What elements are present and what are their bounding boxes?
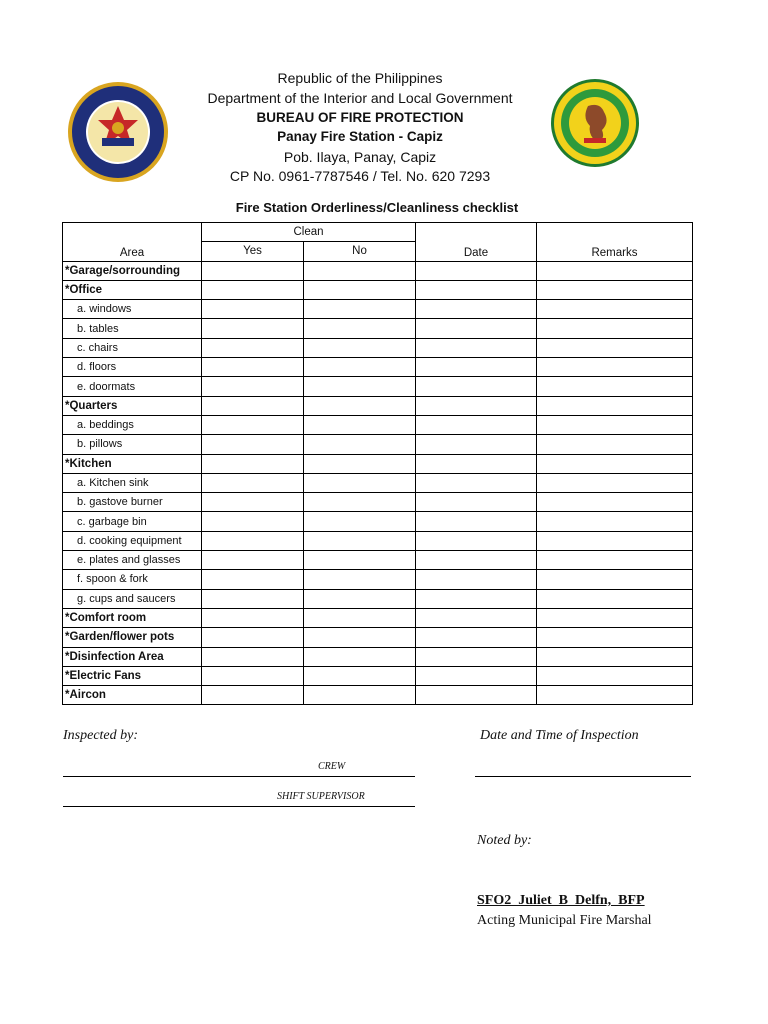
no-cell[interactable] xyxy=(304,377,416,396)
table-row xyxy=(63,666,693,685)
remarks-cell[interactable] xyxy=(537,628,693,647)
area-cell: d. cooking equipment xyxy=(63,531,202,550)
yes-cell[interactable] xyxy=(202,319,304,338)
table-row xyxy=(63,473,693,492)
yes-cell[interactable] xyxy=(202,261,304,280)
officer-name: SFO2 Juliet B Delfn, BFP xyxy=(477,893,645,908)
no-cell[interactable] xyxy=(304,666,416,685)
yes-cell[interactable] xyxy=(202,608,304,627)
yes-header: Yes xyxy=(202,242,304,261)
date-cell[interactable] xyxy=(416,473,537,492)
no-cell[interactable] xyxy=(304,261,416,280)
clean-header: Clean xyxy=(202,223,416,242)
department-line: Department of the Interior and Local Government xyxy=(207,90,513,106)
remarks-cell[interactable] xyxy=(537,338,693,357)
table-row xyxy=(63,512,693,531)
area-cell: e. plates and glasses xyxy=(63,551,202,570)
yes-cell[interactable] xyxy=(202,570,304,589)
yes-cell[interactable] xyxy=(202,666,304,685)
yes-cell[interactable] xyxy=(202,435,304,454)
no-cell[interactable] xyxy=(304,358,416,377)
date-cell[interactable] xyxy=(416,493,537,512)
remarks-cell[interactable] xyxy=(537,647,693,666)
contact-line: CP No. 0961-7787546 / Tel. No. 620 7293 xyxy=(229,168,491,184)
date-cell[interactable] xyxy=(416,415,537,434)
date-cell[interactable] xyxy=(416,666,537,685)
no-cell[interactable] xyxy=(304,551,416,570)
remarks-cell[interactable] xyxy=(537,493,693,512)
remarks-cell[interactable] xyxy=(537,377,693,396)
area-cell: *Garden/flower pots xyxy=(63,628,202,647)
remarks-cell[interactable] xyxy=(537,666,693,685)
date-time-label: Date and Time of Inspection xyxy=(480,728,639,743)
yes-cell[interactable] xyxy=(202,686,304,705)
no-cell[interactable] xyxy=(304,454,416,473)
area-cell: *Comfort room xyxy=(63,608,202,627)
table-row xyxy=(63,608,693,627)
date-cell[interactable] xyxy=(416,608,537,627)
yes-cell[interactable] xyxy=(202,512,304,531)
yes-cell[interactable] xyxy=(202,396,304,415)
date-cell[interactable] xyxy=(416,454,537,473)
remarks-cell[interactable] xyxy=(537,686,693,705)
remarks-cell[interactable] xyxy=(537,551,693,570)
yes-cell[interactable] xyxy=(202,338,304,357)
address-line: Pob. Ilaya, Panay, Capiz xyxy=(283,149,437,165)
no-header: No xyxy=(304,242,416,261)
date-cell[interactable] xyxy=(416,377,537,396)
date-cell[interactable] xyxy=(416,628,537,647)
date-cell[interactable] xyxy=(416,512,537,531)
no-cell[interactable] xyxy=(304,319,416,338)
no-cell[interactable] xyxy=(304,338,416,357)
remarks-cell[interactable] xyxy=(537,531,693,550)
no-cell[interactable] xyxy=(304,570,416,589)
remarks-cell[interactable] xyxy=(537,358,693,377)
republic-line: Republic of the Philippines xyxy=(277,70,443,86)
date-cell[interactable] xyxy=(416,531,537,550)
remarks-cell[interactable] xyxy=(537,435,693,454)
table-row xyxy=(63,551,693,570)
supervisor-signature-line xyxy=(63,806,415,807)
table-row xyxy=(63,493,693,512)
date-cell[interactable] xyxy=(416,551,537,570)
remarks-cell[interactable] xyxy=(537,473,693,492)
yes-cell[interactable] xyxy=(202,589,304,608)
area-cell: *Disinfection Area xyxy=(63,647,202,666)
no-cell[interactable] xyxy=(304,589,416,608)
date-cell[interactable] xyxy=(416,319,537,338)
table-row xyxy=(63,628,693,647)
table-row xyxy=(63,415,693,434)
no-cell[interactable] xyxy=(304,300,416,319)
yes-cell[interactable] xyxy=(202,493,304,512)
area-cell: b. pillows xyxy=(63,435,202,454)
checklist-title: Fire Station Orderliness/Cleanliness checklist xyxy=(235,200,519,215)
no-cell[interactable] xyxy=(304,647,416,666)
table-row xyxy=(63,377,693,396)
yes-cell[interactable] xyxy=(202,531,304,550)
yes-cell[interactable] xyxy=(202,377,304,396)
date-cell[interactable] xyxy=(416,589,537,608)
area-cell: d. floors xyxy=(63,358,202,377)
crew-signature-line xyxy=(63,776,415,777)
station-line: Panay Fire Station - Capiz xyxy=(277,129,443,144)
remarks-cell[interactable] xyxy=(537,300,693,319)
table-row xyxy=(63,280,693,299)
table-row xyxy=(63,570,693,589)
area-cell: *Aircon xyxy=(63,686,202,705)
date-header: Date xyxy=(416,223,537,262)
area-cell: a. Kitchen sink xyxy=(63,473,202,492)
shift-supervisor-label: SHIFT SUPERVISOR xyxy=(277,791,365,802)
date-cell[interactable] xyxy=(416,300,537,319)
date-cell[interactable] xyxy=(416,261,537,280)
remarks-cell[interactable] xyxy=(537,396,693,415)
remarks-cell[interactable] xyxy=(537,512,693,531)
inspected-by-label: Inspected by: xyxy=(63,728,139,743)
no-cell[interactable] xyxy=(304,628,416,647)
crew-label: CREW xyxy=(318,761,346,772)
date-time-line xyxy=(475,776,691,777)
no-cell[interactable] xyxy=(304,531,416,550)
area-cell: *Electric Fans xyxy=(63,666,202,685)
table-row xyxy=(63,531,693,550)
remarks-cell[interactable] xyxy=(537,570,693,589)
no-cell[interactable] xyxy=(304,686,416,705)
remarks-cell[interactable] xyxy=(537,608,693,627)
table-row xyxy=(63,261,693,280)
no-cell[interactable] xyxy=(304,473,416,492)
yes-cell[interactable] xyxy=(202,551,304,570)
remarks-header: Remarks xyxy=(537,223,693,262)
yes-cell[interactable] xyxy=(202,415,304,434)
bureau-line: BUREAU OF FIRE PROTECTION xyxy=(256,110,464,125)
area-header: Area xyxy=(63,223,202,262)
area-cell: g. cups and saucers xyxy=(63,589,202,608)
table-row xyxy=(63,454,693,473)
remarks-cell[interactable] xyxy=(537,280,693,299)
table-row xyxy=(63,686,693,705)
area-cell: b. tables xyxy=(63,319,202,338)
yes-cell[interactable] xyxy=(202,300,304,319)
table-row xyxy=(63,319,693,338)
yes-cell[interactable] xyxy=(202,647,304,666)
table-row xyxy=(63,435,693,454)
date-cell[interactable] xyxy=(416,280,537,299)
remarks-cell[interactable] xyxy=(537,454,693,473)
remarks-cell[interactable] xyxy=(537,319,693,338)
area-cell: f. spoon & fork xyxy=(63,570,202,589)
yes-cell[interactable] xyxy=(202,280,304,299)
yes-cell[interactable] xyxy=(202,454,304,473)
table-row xyxy=(63,396,693,415)
date-cell[interactable] xyxy=(416,396,537,415)
area-cell: *Quarters xyxy=(63,396,202,415)
remarks-cell[interactable] xyxy=(537,261,693,280)
no-cell[interactable] xyxy=(304,280,416,299)
area-cell: c. chairs xyxy=(63,338,202,357)
no-cell[interactable] xyxy=(304,396,416,415)
date-cell[interactable] xyxy=(416,647,537,666)
officer-title: Acting Municipal Fire Marshal xyxy=(477,913,652,928)
remarks-cell[interactable] xyxy=(537,589,693,608)
no-cell[interactable] xyxy=(304,435,416,454)
yes-cell[interactable] xyxy=(202,358,304,377)
remarks-cell[interactable] xyxy=(537,415,693,434)
area-cell: a. beddings xyxy=(63,415,202,434)
area-cell: c. garbage bin xyxy=(63,512,202,531)
date-cell[interactable] xyxy=(416,686,537,705)
noted-by-label: Noted by: xyxy=(477,833,532,848)
date-cell[interactable] xyxy=(416,358,537,377)
table-row xyxy=(63,358,693,377)
area-cell: *Garage/sorrounding xyxy=(63,261,202,280)
area-cell: *Office xyxy=(63,280,202,299)
date-cell[interactable] xyxy=(416,338,537,357)
no-cell[interactable] xyxy=(304,493,416,512)
table-row xyxy=(63,300,693,319)
checklist-table xyxy=(62,222,693,705)
no-cell[interactable] xyxy=(304,512,416,531)
yes-cell[interactable] xyxy=(202,473,304,492)
area-cell: a. windows xyxy=(63,300,202,319)
no-cell[interactable] xyxy=(304,608,416,627)
table-row xyxy=(63,338,693,357)
area-cell: e. doormats xyxy=(63,377,202,396)
table-row xyxy=(63,589,693,608)
yes-cell[interactable] xyxy=(202,628,304,647)
area-cell: b. gastove burner xyxy=(63,493,202,512)
date-cell[interactable] xyxy=(416,570,537,589)
date-cell[interactable] xyxy=(416,435,537,454)
table-row xyxy=(63,647,693,666)
no-cell[interactable] xyxy=(304,415,416,434)
area-cell: *Kitchen xyxy=(63,454,202,473)
